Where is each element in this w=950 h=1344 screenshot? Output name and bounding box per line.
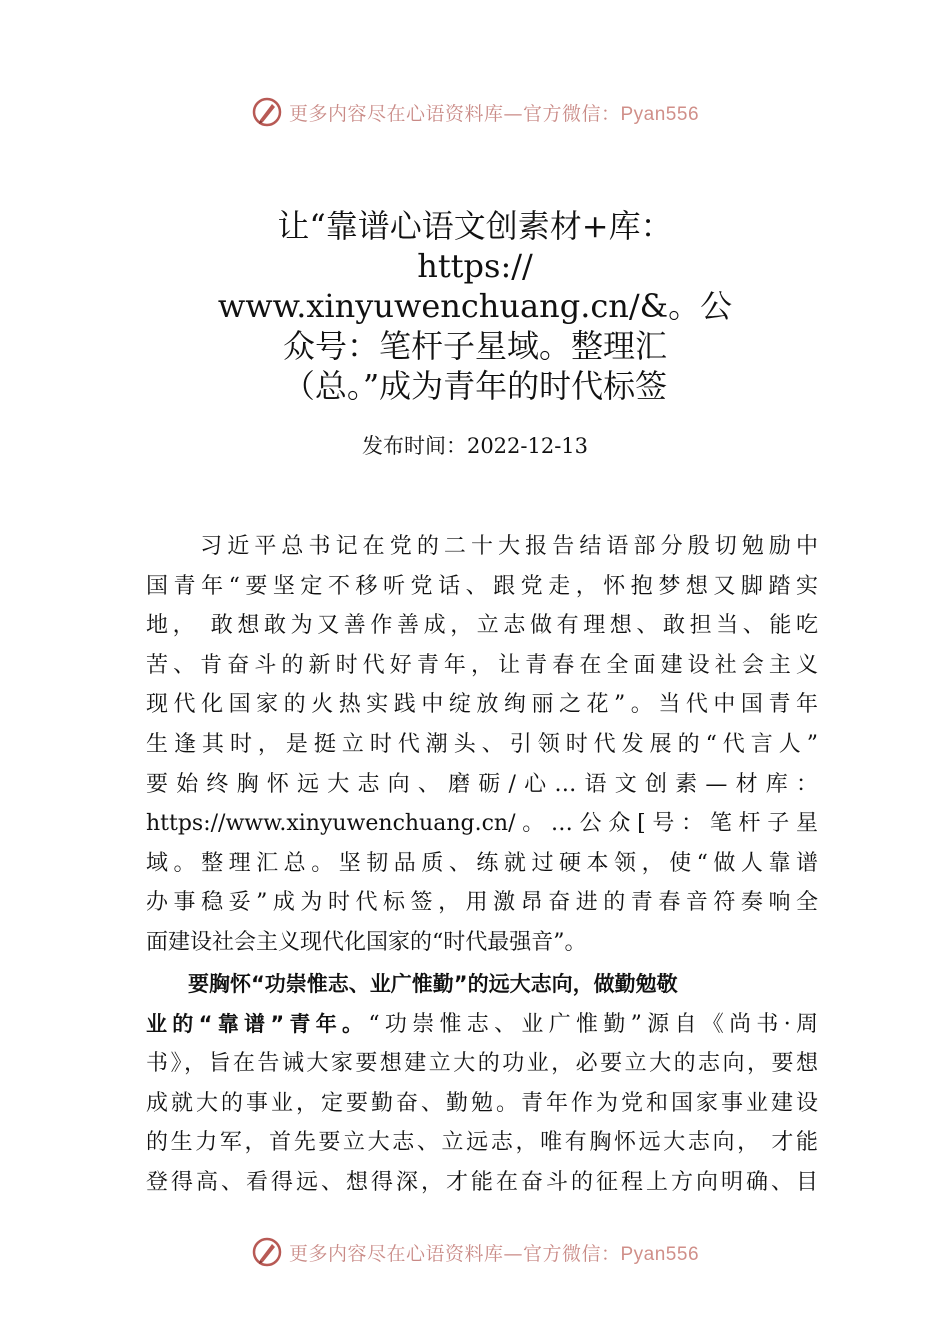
date-label: 发布时间： (361, 434, 467, 458)
watermark-text: 更多内容尽在心语资料库—官方微信：Pyan556 (288, 1242, 700, 1265)
paragraph-line: 登得高、看得远、想得深，才能在奋斗的征程上方向明确、目 (146, 1169, 818, 1195)
paragraph-line: 要始终胸怀远大志向、磨砺/心…语文创素—材库： (146, 771, 818, 797)
section-heading-line (146, 963, 818, 1005)
article-body (146, 527, 818, 1203)
paragraph-line: 书》，旨在告诫大家要想建立大的功业，必要立大的志向，要想 (146, 1051, 818, 1077)
paragraph-line: 办事稳妥”成为时代标签，用激昂奋进的青春音符奏响全 (146, 890, 818, 916)
paragraph-line (146, 1005, 818, 1045)
paragraph-line: 国青年“要坚定不移听党话、跟党走，怀抱梦想又脚踏实 (146, 573, 818, 599)
title-line: 让“靠谱心语文创素材+库： (277, 207, 673, 245)
paragraph-line: 面建设社会主义现代化国家的“时代最强音”。 (146, 929, 587, 955)
header-watermark (0, 92, 950, 132)
watermark-handle: Pyan556 (620, 103, 700, 125)
document-title (0, 206, 950, 406)
publish-date (0, 430, 950, 462)
paragraph-line: https://www.xinyuwenchuang.cn/。…公众[号：笔杆子星 (146, 811, 818, 837)
paragraph-text: “功崇惟志、业广惟勤”源自《尚书·周 (368, 1011, 818, 1037)
paragraph-line: 域。整理汇总。坚韧品质、练就过硬本领，使“做人靠谱 (146, 850, 818, 876)
pen-logo-icon (251, 1236, 283, 1268)
paragraph-line: 成就大的事业，定要勤奋、勤勉。青年作为党和国家事业建设 (146, 1090, 818, 1116)
section-heading: 要胸怀“功崇惟志、业广惟勤”的远大志向，做勤勉敬 (146, 971, 678, 996)
paragraph-line: 地， 敢想敢为又善作善成，立志做有理想、敢担当、能吃 (146, 613, 818, 639)
date-value: 2022-12-13 (466, 434, 589, 458)
paragraph-line: 苦、肯奋斗的新时代好青年，让青春在全面建设社会主义 (146, 652, 818, 678)
paragraph-line: 习近平总书记在党的二十大报告结语部分殷切勉励中 (146, 534, 818, 559)
title-line: https:// (417, 247, 533, 285)
title-line: （总。”成为青年的时代标签 (282, 367, 668, 405)
paragraph-line: 现代化国家的火热实践中绽放绚丽之花”。当代中国青年 (146, 692, 818, 718)
watermark-text: 更多内容尽在心语资料库—官方微信：Pyan556 (288, 102, 700, 125)
section-heading-end: 业的“靠谱”青年。 (146, 1011, 369, 1036)
title-line: 众号：笔杆子星域。整理汇 (282, 327, 667, 365)
title-line: www.xinyuwenchuang.cn/&。公 (217, 287, 733, 325)
watermark-handle: Pyan556 (620, 1243, 700, 1265)
pen-logo-icon (251, 96, 283, 128)
paragraph-line: 的生力军，首先要立大志、立远志，唯有胸怀远大志向， 才能 (146, 1130, 818, 1156)
footer-watermark (0, 1232, 950, 1272)
paragraph-line: 生逢其时，是挺立时代潮头、引领时代发展的“代言人” (146, 731, 818, 757)
